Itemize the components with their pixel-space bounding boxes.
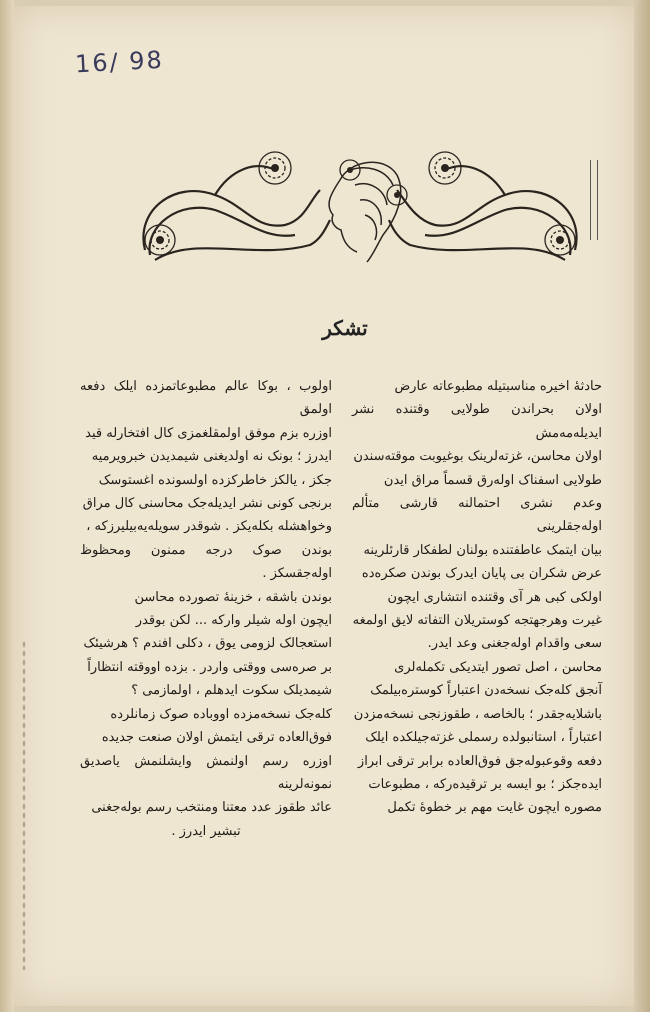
text-line: اوزره رسم اولنمش وایشلنمش یاصدیق نمونه‌لرینه — [80, 753, 332, 792]
text-line: ایچون اوله شیلر وارکه ... لکن بوقدر — [135, 613, 332, 629]
text-line: اولوب ، بوکا عالم مطبوعاتمزده ایلک دفعه اولمق — [80, 379, 332, 418]
text-line: اعتباراً ، استانبولده رسملی غزته‌جیلکده ایلک — [365, 730, 602, 746]
page-edge-perforation — [22, 640, 26, 970]
text-line: حادثهٔ اخیره مناسبتیله مطبوعاته عارض — [394, 379, 602, 394]
text-line: وخواهشله بکله‌یکز . شوقدر سویله‌یه‌بیلیرزکه ، — [86, 519, 332, 535]
text-line: بوندن صوک درجه ممنون ومحظوظ اوله‌جقسکز . — [80, 542, 332, 582]
text-line: آنجق کله‌جک نسخه‌دن اعتباراً کوستره‌بیلمک — [370, 683, 602, 699]
book-gutter-left — [0, 0, 14, 1012]
text-line: تبشیر ایدرز . — [171, 823, 241, 839]
text-line: برنجی کونی نشر ایدیله‌جک محاسنی کال مراق — [82, 496, 332, 512]
pencil-folio-note: 16/ 98 — [74, 45, 165, 79]
page-rule — [597, 160, 599, 240]
text-line: اولکی کبی هر آی وقتنده انتشاری ایچون — [387, 589, 602, 605]
text-line: ایده‌جکز ؛ بو ایسه بر ترقیده‌رکه ، مطبوعات — [368, 776, 602, 792]
text-line: اولان محاسن، غزته‌لرینک بوغیوبت موقته‌سندن — [353, 449, 602, 465]
text-line: باشلایه‌جقدر ؛ بالخاصه ، طقوزنجی نسخه‌مزدن — [353, 706, 602, 722]
page-title: تشکر — [322, 316, 368, 340]
text-line: جکز ، یالکز خاطرکزده اولسونده اغستوسک — [98, 472, 332, 488]
text-line: عائد طقوز عدد معتنا ومنتخب رسم بوله‌جغنی — [91, 800, 332, 816]
text-line: طولایی اسفناک اوله‌رق قسماً مراق ایدن — [383, 472, 602, 488]
book-edge-right — [634, 0, 650, 1012]
text-line: مصوره ایچون غایت مهم بر خطوهٔ تکمل — [387, 800, 602, 816]
text-line: بر صره‌سی ووقتی واردر . بزده اووقته انتظاراً — [87, 659, 332, 675]
art-nouveau-ornament-icon — [135, 140, 585, 270]
text-line: بوندن باشقه ، خزینهٔ تصورده محاسن — [134, 589, 332, 605]
text-line: ایدرز ؛ بونک نه اولدیغنی شیمدیدن خبرویرمیه‌ — [91, 449, 332, 465]
text-line: اولان بحراندن طولایی وقتنده نشر ایدیله‌مه‌مش — [352, 402, 602, 441]
page-rule — [590, 160, 592, 240]
text-line: شیمدیلک سکوت ایدهلم ، اولمازمی ؟ — [131, 683, 332, 699]
text-line: استعجالک لزومی یوق ، دکلی افندم ؟ هرشیئک — [83, 636, 332, 652]
text-line: محاسن ، اصل تصور ایتدیکی تکمله‌لری — [394, 659, 602, 675]
text-column-left — [80, 375, 332, 843]
text-line: وعدم نشری احتمالنه قارشی متألم اوله‌جقلرینی — [352, 496, 602, 535]
text-line: دفعه وقوعبوله‌جق فوق‌العاده برابر ترقی ابراز — [357, 753, 602, 769]
text-line: غیرت وهرجهتجه کوستریلان التفاته لایق اولمغه — [352, 613, 602, 629]
text-line: کله‌جک نسخه‌مزده اووباده صوک زمانلرده — [110, 706, 332, 722]
text-line: اوزره بزم موفق اولمقلغمزی کال افتخارله قید — [85, 425, 332, 441]
text-line: فوق‌العاده ترقی ایتمش اولان صنعت جدیده — [101, 730, 332, 746]
text-line: بیان ایتمک عاطفتنده بولنان لطفکار قارئلرینه — [363, 542, 602, 558]
text-line: سعی واقدام اوله‌جغنی وعد ایدر. — [427, 636, 602, 652]
text-column-right — [352, 375, 602, 820]
text-line: عرض شکران بی پایان ایدرک بوندن صکره‌ده — [361, 566, 602, 582]
